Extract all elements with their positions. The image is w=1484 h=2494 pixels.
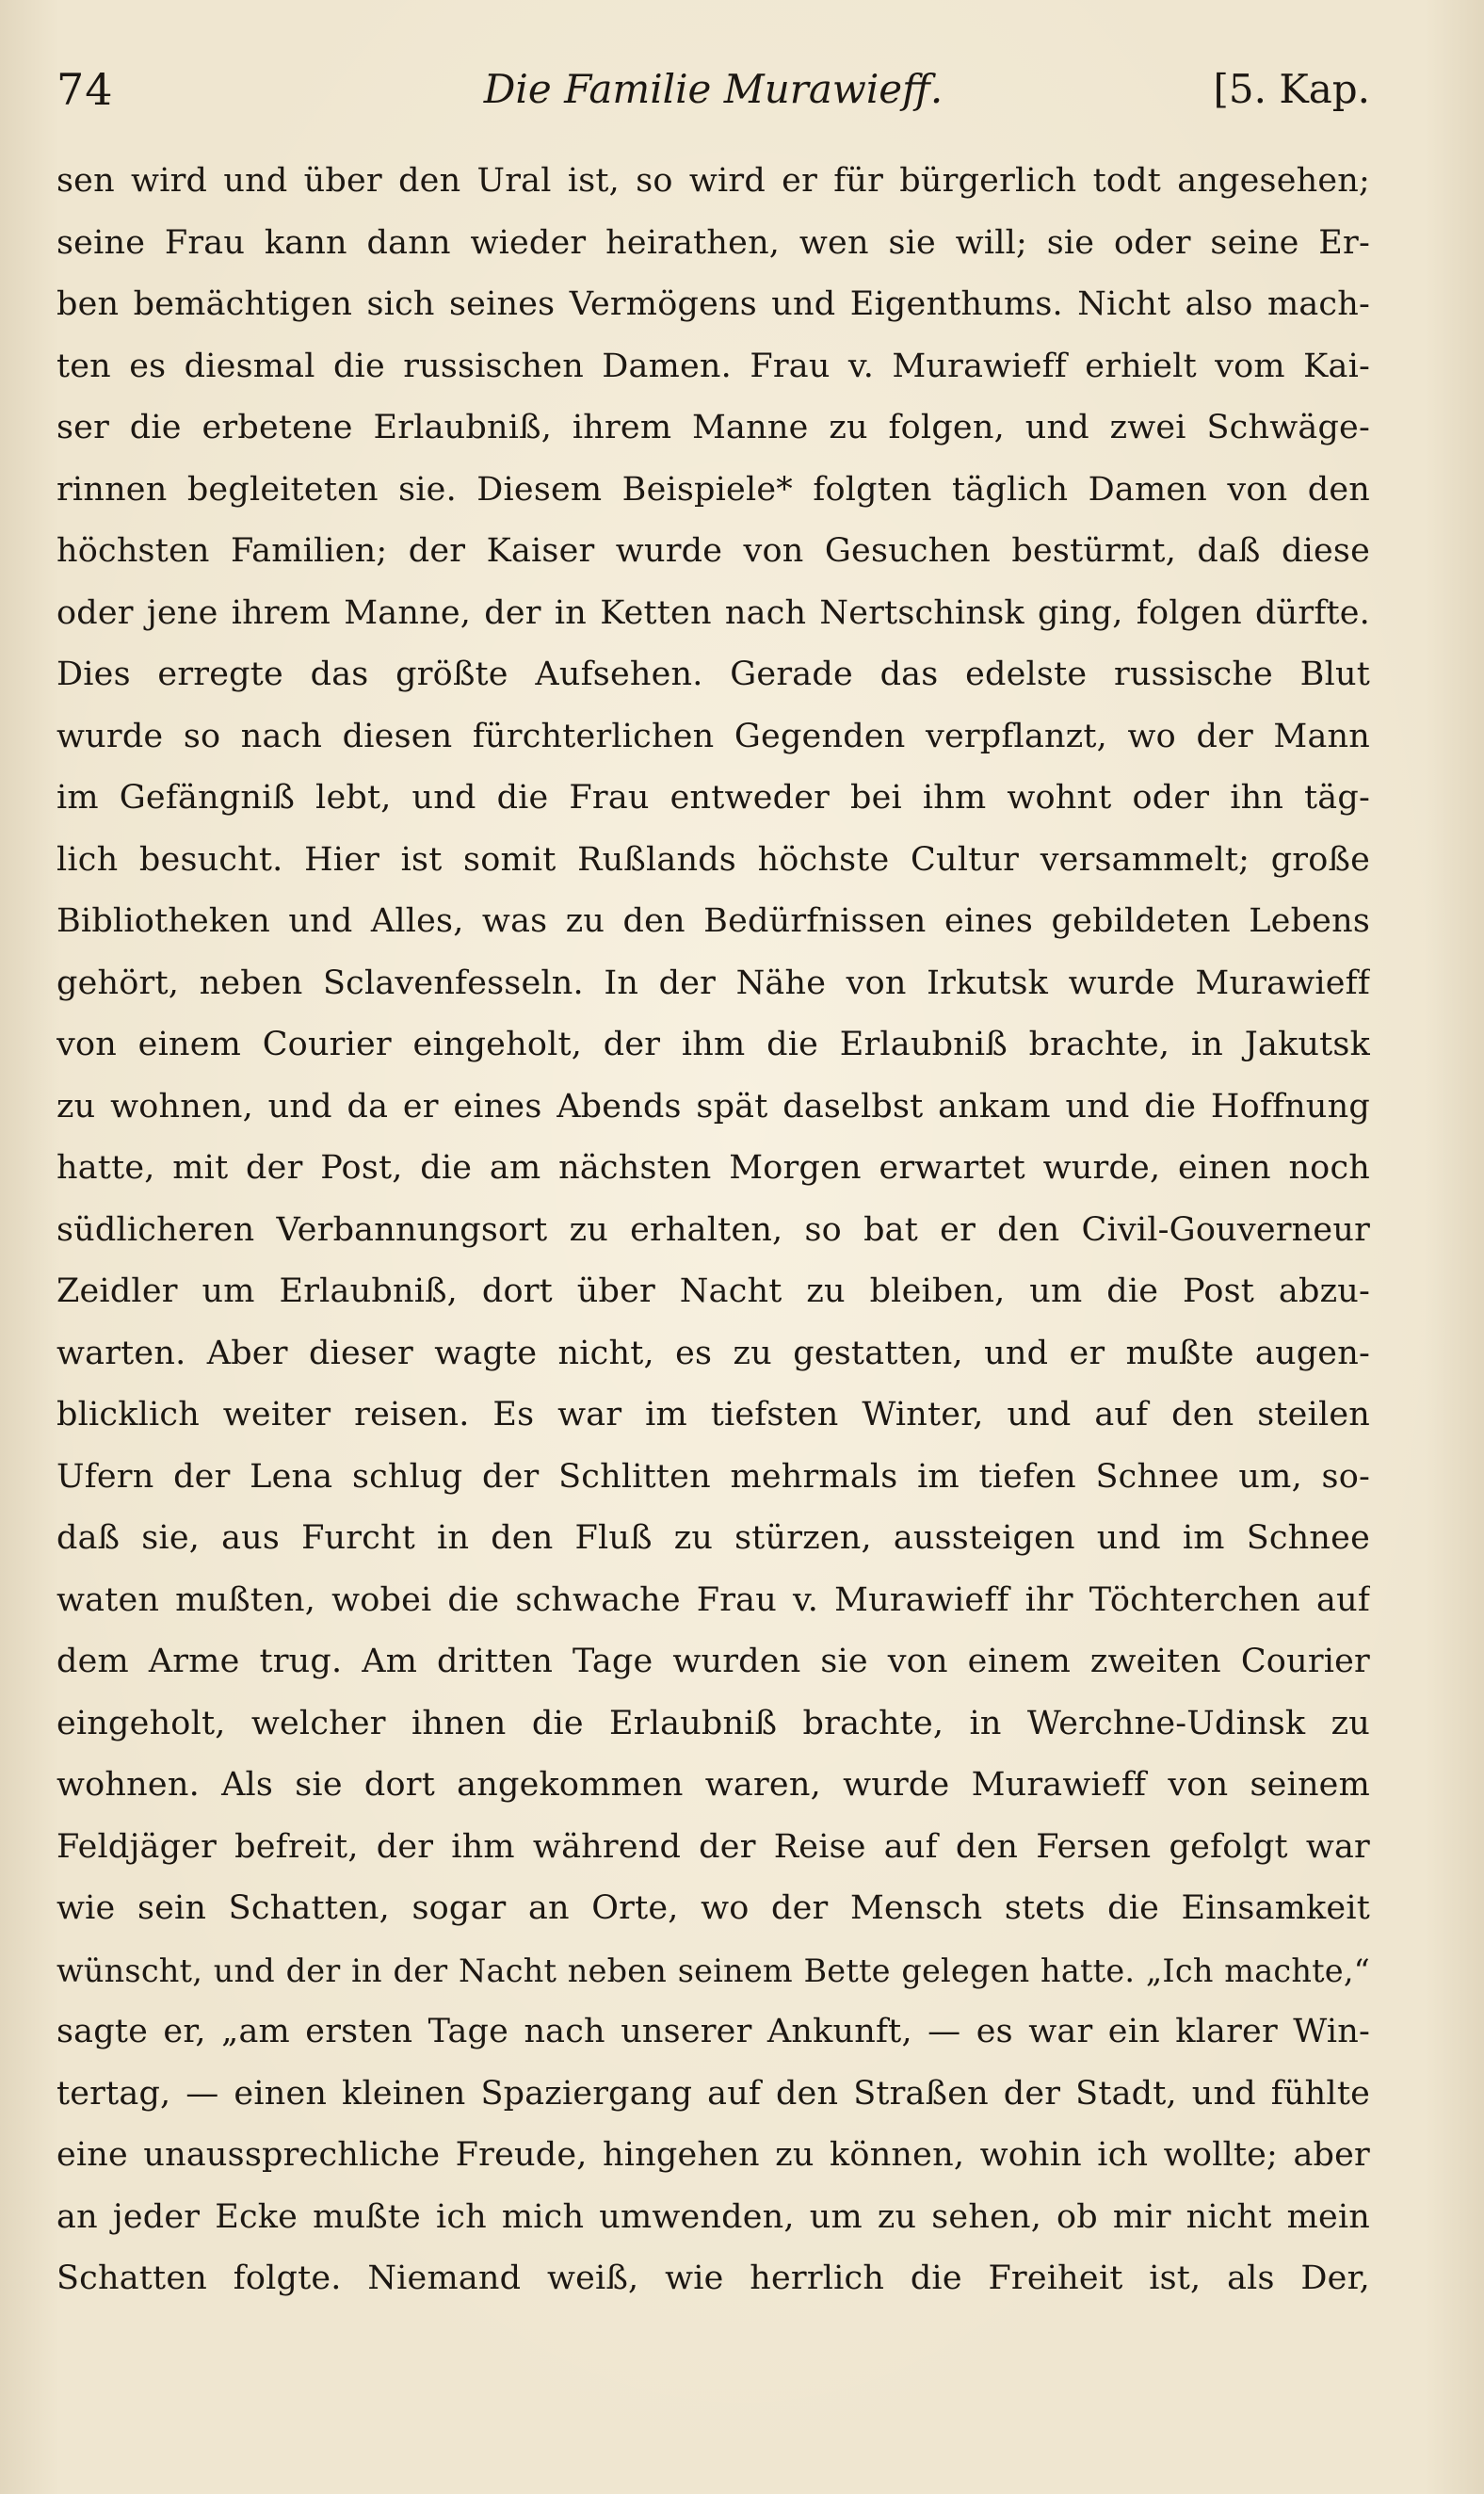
text-line: sagte er, „am ersten Tage nach unserer Ankunft, — es war ein klarer Win- [56,2013,1370,2050]
text-line: warten. Aber dieser wagte nicht, es zu gestatten, und er mußte augen- [56,1334,1370,1372]
page-number: 74 [56,64,114,115]
text-line: daß sie, aus Furcht in den Fluß zu stürzen, aussteigen und im Schnee [56,1519,1370,1557]
text-line: eine unaussprechliche Freude, hingehen zu können, wohin ich wollte; aber [56,2136,1370,2174]
text-line: Ufern der Lena schlug der Schlitten mehrmals im tiefen Schnee um, so- [56,1457,1370,1496]
text-line: oder jene ihrem Manne, der in Ketten nach Nertschinsk ging, folgen dürfte. [56,593,1370,632]
text-line: wurde so nach diesen fürchterlichen Gegenden verpflanzt, wo der Mann [56,717,1370,755]
text-line: zu wohnen, und da er eines Abends spät daselbst ankam und die Hoffnung [56,1087,1370,1126]
text-line: tertag, — einen kleinen Spaziergang auf den Straßen der Stadt, und fühlte [56,2074,1370,2113]
text-line: von einem Courier eingeholt, der ihm die Erlaubniß brachte, in Jakutsk [56,1026,1370,1063]
body-text [56,151,1370,2310]
text-line: im Gefängniß lebt, und die Frau entweder bei ihm wohnt oder ihn täg- [56,779,1370,817]
text-line: gehört, neben Sclavenfesseln. In der Nähe von Irkutsk wurde Murawieff [56,964,1370,1002]
text-line: blicklich weiter reisen. Es war im tiefsten Winter, und auf den steilen [56,1396,1370,1433]
text-line: waten mußten, wobei die schwache Frau v. Murawieff ihr Töchterchen auf [56,1580,1370,1619]
text-line: südlicheren Verbannungsort zu erhalten, so bat er den Civil-Gouverneur [56,1210,1370,1249]
text-line: sen wird und über den Ural ist, so wird er für bürgerlich todt angesehen; [56,162,1370,200]
text-line: Dies erregte das größte Aufsehen. Gerade das edelste russische Blut [56,656,1370,693]
text-line: hatte, mit der Post, die am nächsten Morgen erwartet wurde, einen noch [56,1149,1370,1187]
text-line: lich besucht. Hier ist somit Rußlands höchste Cultur versammelt; große [56,840,1370,879]
text-line: ben bemächtigen sich seines Vermögens und Eigenthums. Nicht also mach- [56,285,1370,323]
text-line: Bibliotheken und Alles, was zu den Bedürfnissen eines gebildeten Lebens [56,902,1370,940]
text-line: Schatten folgte. Niemand weiß, wie herrlich die Freiheit ist, als Der, [56,2259,1370,2297]
text-line: ser die erbetene Erlaubniß, ihrem Manne zu folgen, und zwei Schwäge- [56,409,1370,446]
text-line: seine Frau kann dann wieder heirathen, wen sie will; sie oder seine Er- [56,223,1370,262]
text-line: ten es diesmal die russischen Damen. Frau v. Murawieff erhielt vom Kai- [56,347,1370,385]
running-title: Die Familie Murawieff. [483,66,944,112]
text-line: wie sein Schatten, sogar an Orte, wo der Mensch stets die Einsamkeit [56,1889,1370,1927]
text-line: rinnen begleiteten sie. Diesem Beispiele* folgten täglich Damen von den [56,470,1370,509]
text-line: Feldjäger befreit, der ihm während der Reise auf den Fersen gefolgt war [56,1827,1370,1866]
running-head [56,57,1370,132]
text-line: wünscht, und der in der Nacht neben seinem Bette gelegen hatte. „Ich machte,“ [56,1951,1370,1989]
text-line: dem Arme trug. Am dritten Tage wurden sie von einem zweiten Courier [56,1643,1370,1680]
text-line: eingeholt, welcher ihnen die Erlaubniß brachte, in Werchne-Udinsk zu [56,1704,1370,1742]
text-line: höchsten Familien; der Kaiser wurde von Gesuchen bestürmt, daß diese [56,532,1370,570]
text-line: an jeder Ecke mußte ich mich umwenden, um zu sehen, ob mir nicht mein [56,2197,1370,2236]
chapter-reference: [5. Kap. [1213,66,1370,112]
text-line: wohnen. Als sie dort angekommen waren, wurde Murawieff von seinem [56,1766,1370,1804]
text-line: Zeidler um Erlaubniß, dort über Nacht zu bleiben, um die Post abzu- [56,1272,1370,1310]
